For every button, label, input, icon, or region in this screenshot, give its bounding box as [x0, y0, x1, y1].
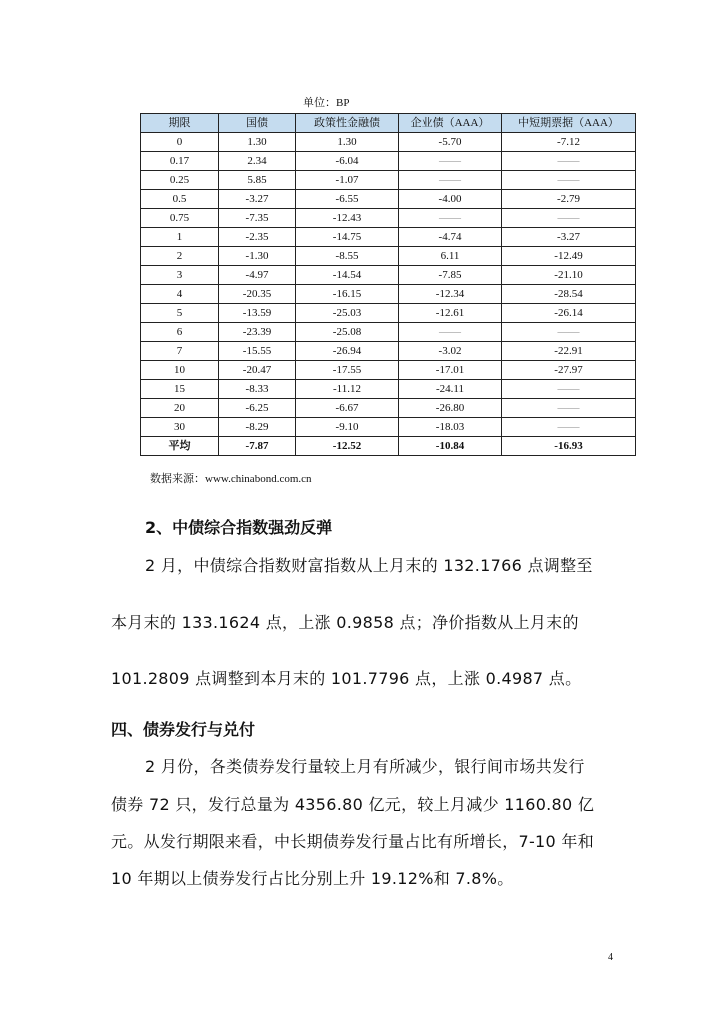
- table-cell: -26.80: [399, 399, 502, 418]
- paragraph-line: 101.2809 点调整到本月末的 101.7796 点，上涨 0.4987 点。: [111, 669, 582, 688]
- table-cell: -11.12: [296, 380, 399, 399]
- table-cell: 5.85: [219, 171, 296, 190]
- table-cell: ——: [502, 380, 636, 399]
- table-cell: 20: [141, 399, 219, 418]
- table-row: [141, 228, 636, 247]
- table-row: [141, 133, 636, 152]
- table-cell: -20.35: [219, 285, 296, 304]
- table-cell: -20.47: [219, 361, 296, 380]
- section-2-heading: 2、中债综合指数强劲反弹: [145, 518, 333, 537]
- table-cell: -27.97: [502, 361, 636, 380]
- table-cell: -6.55: [296, 190, 399, 209]
- table-row: [141, 399, 636, 418]
- table-cell: 15: [141, 380, 219, 399]
- table-cell: -12.61: [399, 304, 502, 323]
- spread-change-table: [140, 113, 636, 456]
- table-cell: -1.07: [296, 171, 399, 190]
- table-cell: -24.11: [399, 380, 502, 399]
- table-header-row: [141, 114, 636, 133]
- table-row: [141, 285, 636, 304]
- header-corporate: 企业债（AAA）: [399, 114, 502, 133]
- table-cell: -12.43: [296, 209, 399, 228]
- table-cell: 4: [141, 285, 219, 304]
- table-cell: 30: [141, 418, 219, 437]
- table-cell: 1.30: [219, 133, 296, 152]
- table-cell: 3: [141, 266, 219, 285]
- paragraph-line: 元。从发行期限来看，中长期债券发行量占比有所增长，7-10 年和: [111, 832, 594, 851]
- table-row: [141, 247, 636, 266]
- unit-label: 单位：BP: [303, 97, 350, 109]
- table-cell: ——: [399, 152, 502, 171]
- table-row: [141, 266, 636, 285]
- table-cell: -9.10: [296, 418, 399, 437]
- table-cell: ——: [399, 171, 502, 190]
- table-cell: -8.29: [219, 418, 296, 437]
- table-cell: -12.52: [296, 437, 399, 456]
- table-cell: 6.11: [399, 247, 502, 266]
- table-row: [141, 323, 636, 342]
- table-cell: -7.85: [399, 266, 502, 285]
- table-cell: ——: [399, 209, 502, 228]
- table-cell: ——: [502, 399, 636, 418]
- table-cell: 5: [141, 304, 219, 323]
- table-body: [141, 133, 636, 456]
- page-number: 4: [608, 952, 613, 963]
- header-mtn: 中短期票据（AAA）: [502, 114, 636, 133]
- table-cell: ——: [502, 152, 636, 171]
- table-cell: -23.39: [219, 323, 296, 342]
- table-cell: -5.70: [399, 133, 502, 152]
- table-row: [141, 418, 636, 437]
- table-cell: -14.54: [296, 266, 399, 285]
- paragraph-line: 10 年期以上债券发行占比分别上升 19.12%和 7.8%。: [111, 869, 514, 888]
- table-cell: -13.59: [219, 304, 296, 323]
- table-row: [141, 171, 636, 190]
- table-cell: -3.27: [219, 190, 296, 209]
- header-policy-bank: 政策性金融债: [296, 114, 399, 133]
- table-row: [141, 342, 636, 361]
- table-cell: -12.34: [399, 285, 502, 304]
- paragraph-line: 2 月，中债综合指数财富指数从上月末的 132.1766 点调整至: [145, 556, 593, 575]
- table-cell: -1.30: [219, 247, 296, 266]
- table-cell: -15.55: [219, 342, 296, 361]
- table-cell: -3.02: [399, 342, 502, 361]
- table-cell: 1.30: [296, 133, 399, 152]
- table-cell: -8.33: [219, 380, 296, 399]
- table-cell: -4.74: [399, 228, 502, 247]
- table-cell: ——: [502, 171, 636, 190]
- section-4-heading: 四、债券发行与兑付: [111, 720, 256, 739]
- table-cell: 10: [141, 361, 219, 380]
- table-cell: -4.00: [399, 190, 502, 209]
- table-row: [141, 152, 636, 171]
- table-cell: -4.97: [219, 266, 296, 285]
- table-cell: -2.35: [219, 228, 296, 247]
- table-cell: -21.10: [502, 266, 636, 285]
- table-cell: ——: [502, 209, 636, 228]
- table-cell: -3.27: [502, 228, 636, 247]
- table-cell: -26.14: [502, 304, 636, 323]
- table-cell: -7.87: [219, 437, 296, 456]
- table-cell: 2: [141, 247, 219, 266]
- table-cell: -2.79: [502, 190, 636, 209]
- table-cell: -10.84: [399, 437, 502, 456]
- table-cell: 7: [141, 342, 219, 361]
- table-cell: -25.08: [296, 323, 399, 342]
- table-cell: -18.03: [399, 418, 502, 437]
- table-cell: -7.12: [502, 133, 636, 152]
- table-cell: -6.67: [296, 399, 399, 418]
- table-cell: -25.03: [296, 304, 399, 323]
- table-cell: 平均: [141, 437, 219, 456]
- table-cell: -16.93: [502, 437, 636, 456]
- header-treasury: 国债: [219, 114, 296, 133]
- table-cell: 0.5: [141, 190, 219, 209]
- table-cell: 0: [141, 133, 219, 152]
- table-cell: 1: [141, 228, 219, 247]
- table-cell: ——: [399, 323, 502, 342]
- table-cell: 0.75: [141, 209, 219, 228]
- table-cell: -12.49: [502, 247, 636, 266]
- table-cell: 0.17: [141, 152, 219, 171]
- table-cell: -26.94: [296, 342, 399, 361]
- paragraph-line: 本月末的 133.1624 点，上涨 0.9858 点；净价指数从上月末的: [111, 613, 579, 632]
- table-cell: -7.35: [219, 209, 296, 228]
- table-cell: -16.15: [296, 285, 399, 304]
- paragraph-line: 2 月份，各类债券发行量较上月有所减少，银行间市场共发行: [145, 757, 585, 776]
- table-cell: -22.91: [502, 342, 636, 361]
- table-cell: -8.55: [296, 247, 399, 266]
- table-cell: -17.01: [399, 361, 502, 380]
- table-cell: 0.25: [141, 171, 219, 190]
- table-cell: 6: [141, 323, 219, 342]
- table-cell: 2.34: [219, 152, 296, 171]
- table-cell: -17.55: [296, 361, 399, 380]
- table-row: [141, 190, 636, 209]
- table-cell: ——: [502, 418, 636, 437]
- table-cell: -14.75: [296, 228, 399, 247]
- table-row: [141, 304, 636, 323]
- table-row: [141, 209, 636, 228]
- table-row: [141, 361, 636, 380]
- table-cell: -28.54: [502, 285, 636, 304]
- table-cell: -6.25: [219, 399, 296, 418]
- data-source-note: 数据来源：www.chinabond.com.cn: [150, 473, 312, 485]
- table-row: [141, 380, 636, 399]
- table-cell: ——: [502, 323, 636, 342]
- table-cell: -6.04: [296, 152, 399, 171]
- header-term: 期限: [141, 114, 219, 133]
- paragraph-line: 债券 72 只，发行总量为 4356.80 亿元，较上月减少 1160.80 亿: [111, 795, 595, 814]
- average-row: [141, 437, 636, 456]
